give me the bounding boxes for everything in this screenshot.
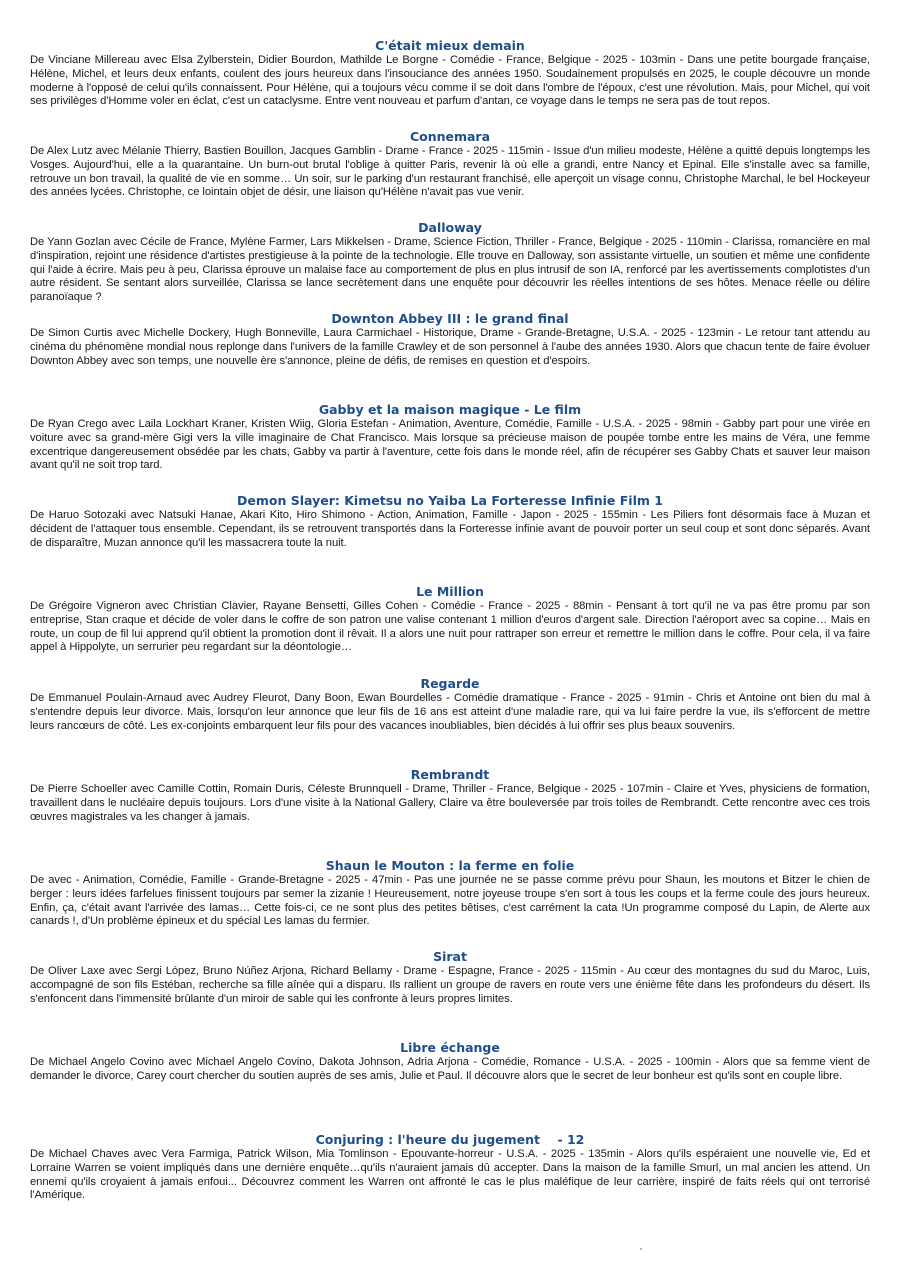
movie-entry <box>30 310 870 368</box>
movie-description: De Pierre Schoeller avec Camille Cottin, Romain Duris, Céleste Brunnquell - Drame, Thriller - France, Belgique - 2025 - 107min - Claire et Yves, physiciens de formation, travaillent dans le nucléaire depuis toujours. Lors d'une visite à la National Gallery, Claire va être bouleversée par trois toiles de Rembrandt. Cette rencontre avec ces trois œuvres magistrales va les changer à jamais. <box>30 783 870 823</box>
movie-title: Le Million <box>416 584 484 599</box>
movie-title: Conjuring : l'heure du jugement - 12 <box>315 1132 585 1147</box>
movie-description: De Michael Chaves avec Vera Farmiga, Patrick Wilson, Mia Tomlinson - Epouvante-horreur - U.S.A. - 2025 - 135min - Alors qu'ils espéraient une nouvelle vie, Ed et Lorraine Warren se voient impliqués dans une dernière enquête…qu'ils n'auraient jamais dû accepter. Dans la maison de la famille Smurl, un mal ancien les attend. Un ennemi qu'ils croyaient à jamais enfoui... Découvrez comment les Warren ont affronté le cas le plus maléfique de leur carrière, inspiré de faits réels qui ont terrorisé l'Amérique. <box>30 1148 870 1202</box>
movie-entry <box>30 583 870 655</box>
movie-description: De avec - Animation, Comédie, Famille - Grande-Bretagne - 2025 - 47min - Pas une journée ne se passe comme prévu pour Shaun, les moutons et Bitzer le chien de berger : leurs idées farfelues finissent toujours par semer la zizanie ! Heureusement, notre joyeuse troupe s'en sort à tous les coups et la ferme coule des jours heureux. Enfin, ça, c'était avant l'arrivée des lamas… Cette fois-ci, ce ne sont plus des petites bêtises, c'est carrément la cata !Un programme composé du Lapin, de Alerte aux canards !, d'Un problème épineux et du spécial Les lamas du fermier. <box>30 874 870 928</box>
movie-description: De Grégoire Vigneron avec Christian Clavier, Rayane Bensetti, Gilles Cohen - Comédie - France - 2025 - 88min - Pensant à tort qu'il ne va pas être promu par son entreprise, Stan craque et décide de voler dans le coffre de son patron une valise contenant 1 million d'euros d'argent sale. Direction l'aéroport avec sa copine… Mais en route, un coup de fil lui apprend qu'il obtient la promotion dont il rêvait. Il a alors une nuit pour rattraper son erreur et remettre le million dans le coffre. Pour cela, il va faire appel à Hippolyte, un serrurier peu regardant sur la déontologie… <box>30 600 870 654</box>
movie-title: Gabby et la maison magique - Le film <box>318 402 582 417</box>
movie-description: De Ryan Crego avec Laila Lockhart Kraner, Kristen Wiig, Gloria Estefan - Animation, Aventure, Comédie, Famille - U.S.A. - 2025 - 98min - Gabby part pour une virée en voiture avec sa grand-mère Gigi vers la ville imaginaire de Chat Francisco. Mais lorsque sa précieuse maison de poupée tombe entre les mains de Véra, une femme excentrique dangereusement obsédée par les chats, Gabby va partir à l'aventure, cette fois dans le monde réel, afin de récupérer ses Gabby Chats et sauver leur maison avant qu'il ne soit trop tard. <box>30 418 870 472</box>
movie-title: Libre échange <box>400 1040 500 1055</box>
scan-speck <box>640 1248 642 1250</box>
movie-title: C'était mieux demain <box>375 38 525 53</box>
movie-entry <box>30 401 870 473</box>
movie-title: Shaun le Mouton : la ferme en folie <box>325 858 575 873</box>
movie-entry <box>30 1131 870 1203</box>
movie-description: De Yann Gozlan avec Cécile de France, Mylène Farmer, Lars Mikkelsen - Drame, Science Fiction, Thriller - France, Belgique - 2025 - 110min - Clarissa, romancière en mal d'inspiration, rejoint une résidence d'artistes prestigieuse à la pointe de la technologie. Elle trouve en Dalloway, son assistante virtuelle, un soutien et même une confidente qui l'aide à écrire. Mais peu à peu, Clarissa éprouve un malaise face au comportement de plus en plus intrusif de son IA, renforcé par les avertissements complotistes d'un autre résident. Se sentant alors surveillée, Clarissa se lance secrètement dans une enquête pour découvrir les réelles intentions de ses hôtes. Menace réelle ou délire paranoïaque ? <box>30 236 870 304</box>
movie-entry <box>30 37 870 109</box>
movie-description: De Simon Curtis avec Michelle Dockery, Hugh Bonneville, Laura Carmichael - Historique, Drame - Grande-Bretagne, U.S.A. - 2025 - 123min - Le retour tant attendu au cinéma du phénomène mondial nous replonge dans l'univers de la famille Crawley et de son personnel à l'aube des années 1930. Alors que chacun tente de faire évoluer Downton Abbey avec son temps, une nouvelle ère s'annonce, pleine de défis, de remises en question et d'espoirs. <box>30 327 870 367</box>
movie-description: De Vinciane Millereau avec Elsa Zylberstein, Didier Bourdon, Mathilde Le Borgne - Comédie - France, Belgique - 2025 - 103min - Dans une petite bourgade française, Hélène, Michel, et leurs deux enfants, coulent des jours heureux dans l'insouciance des années 1950. Soudainement propulsés en 2025, le couple découvre un monde moderne à l'opposé de celui qu'ils connaissent. Pour Hélène, qui a toujours vécu comme il se doit dans l'ombre de l'époux, c'est une révolution. Mais, pour Michel, qui voit ses privilèges d'Homme voler en éclat, c'est un cataclysme. Entre vent nouveau et parfum d'antan, ce voyage dans le temps ne sera pas de tout repos. <box>30 54 870 108</box>
movie-description: De Oliver Laxe avec Sergi López, Bruno Núñez Arjona, Richard Bellamy - Drame - Espagne, France - 2025 - 115min - Au cœur des montagnes du sud du Maroc, Luis, accompagné de son fils Estéban, recherche sa fille aînée qui a disparu. Ils rallient un groupe de ravers en route vers une énième fête dans les profondeurs du désert. Ils s'enfoncent dans l'immensité brûlante d'un miroir de sable qui les confronte à leurs propres limites. <box>30 965 870 1005</box>
movie-description: De Haruo Sotozaki avec Natsuki Hanae, Akari Kito, Hiro Shimono - Action, Animation, Famille - Japon - 2025 - 155min - Les Piliers font désormais face à Muzan et décident de l'attaquer tous ensemble. Cependant, ils se retrouvent transportés dans la Forteresse infinie avant de pouvoir porter un seul coup et sont donc séparés. Avant de disparaître, Muzan annonce qu'il les massacrera toute la nuit. <box>30 509 870 549</box>
movie-entry <box>30 128 870 200</box>
movie-title: Regarde <box>420 676 480 691</box>
movie-description: De Emmanuel Poulain-Arnaud avec Audrey Fleurot, Dany Boon, Ewan Bourdelles - Comédie dramatique - France - 2025 - 91min - Chris et Antoine ont bien du mal à s'entendre depuis leur divorce. Mais, lorsqu'on leur annonce que leur fils de 16 ans est atteint d'une maladie rare, qui va lui faire perdre la vue, ils s'efforcent de mettre leurs rancœurs de côté. Les ex-conjoints embarquent leur fils pour des vacances inoubliables, bien décidés à lui offrir ses plus beaux souvenirs. <box>30 692 870 732</box>
movie-description: De Michael Angelo Covino avec Michael Angelo Covino, Dakota Johnson, Adria Arjona - Comédie, Romance - U.S.A. - 2025 - 100min - Alors que sa femme vient de demander le divorce, Carey court chercher du soutien auprès de ses amis, Julie et Paul. Il découvre alors que le secret de leur bonheur est qu'ils sont en couple libre. <box>30 1056 870 1082</box>
movie-entry <box>30 219 870 305</box>
movie-title: Dalloway <box>418 220 482 235</box>
movie-entry <box>30 1039 870 1084</box>
movie-title: Demon Slayer: Kimetsu no Yaiba La Forteresse Infinie Film 1 <box>237 493 663 508</box>
movie-title: Downton Abbey III : le grand final <box>331 311 569 326</box>
movie-entry <box>30 948 870 1006</box>
movie-title: Connemara <box>409 129 491 144</box>
movie-entry <box>30 675 870 733</box>
movie-entry <box>30 766 870 824</box>
movie-entry <box>30 492 870 550</box>
movie-entry <box>30 857 870 929</box>
movie-description: De Alex Lutz avec Mélanie Thierry, Bastien Bouillon, Jacques Gamblin - Drame - France - 2025 - 115min - Issue d'un milieu modeste, Hélène a quitté depuis longtemps les Vosges. Aujourd'hui, elle a la quarantaine. Un burn-out brutal l'oblige à quitter Paris, revenir là où elle a grandi, entre Nancy et Epinal. Elle s'installe avec sa famille, retrouve un bon travail, la qualité de vie en somme… Un soir, sur le parking d'un restaurant franchisé, elle aperçoit un visage connu, Christophe Marchal, le bel Hockeyeur des années lycées. Christophe, ce lointain objet de désir, une liaison qu'Hélène n'avait pas vue venir. <box>30 145 870 199</box>
movie-title: Rembrandt <box>410 767 490 782</box>
movie-title: Sirat <box>433 949 467 964</box>
